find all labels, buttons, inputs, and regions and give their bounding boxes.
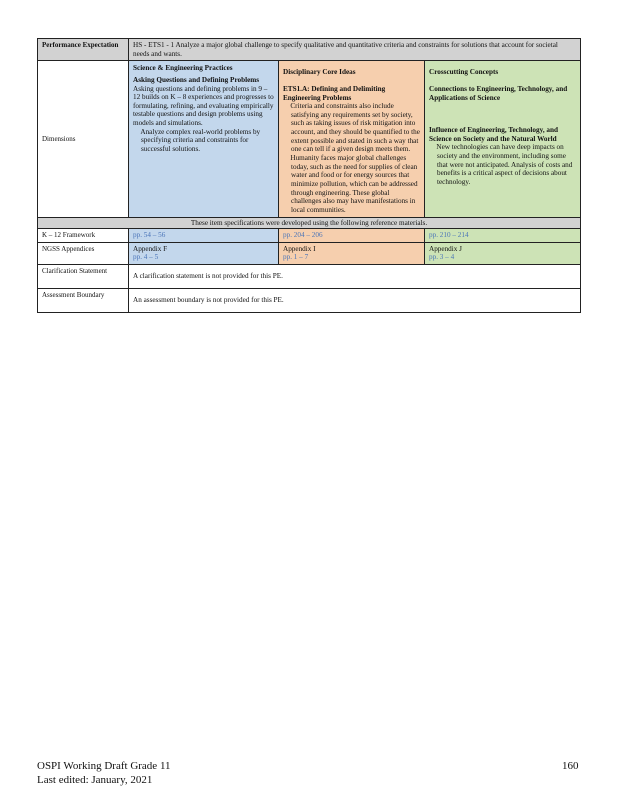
ccc-subheading-2: Influence of Engineering, Technology, and Science on Society and the Natural World — [429, 126, 558, 143]
ngss-sep-cell — [129, 242, 279, 264]
ngss-ccc-appendix: Appendix J — [429, 244, 462, 253]
ccc-subheading-1: Connections to Engineering, Technology, and Applications of Science — [429, 84, 568, 102]
dci-cell — [279, 61, 425, 217]
dimensions-row — [38, 61, 581, 217]
sep-cell — [129, 61, 279, 217]
sep-intro: Asking questions and defining problems in 9 – 12 builds on K – 8 experiences and progresses to formulating, refining, and evaluating empirically testable questions and design problems using models and simulations. — [133, 84, 274, 128]
ngss-ccc-cell — [425, 242, 581, 264]
sep-subheading: Asking Questions and Defining Problems — [133, 75, 260, 84]
dimensions-label: Dimensions — [38, 61, 129, 217]
page-number: 160 — [562, 760, 579, 772]
item-specification-table — [37, 38, 581, 313]
pe-row — [38, 39, 581, 61]
ccc-heading: Crosscutting Concepts — [429, 68, 499, 77]
k12-framework-row — [38, 229, 581, 243]
clarification-row — [38, 265, 581, 289]
k12-ccc-pages: pp. 210 – 214 — [425, 229, 581, 243]
dci-bullet-2: Humanity faces major global challenges today, such as the need for supplies of clean water and food or for energy sources that minimize pollution, which can be addressed through engineering. These global challenges also may have manifestations in local communities. — [283, 154, 418, 214]
k12-sep-pages: pp. 54 – 56 — [129, 229, 279, 243]
footer — [37, 760, 171, 787]
sep-heading: Science & Engineering Practices — [133, 64, 233, 73]
ccc-bullet: New technologies can have deep impacts on society and the environment, including some that were not anticipated. Analysis of costs and benefits is a critical aspect of decisions about technology. — [429, 143, 573, 187]
reference-note: These item specifications were developed using the following reference materials. — [38, 217, 581, 229]
k12-label: K – 12 Framework — [38, 229, 129, 243]
dci-heading: Disciplinary Core Ideas — [283, 68, 356, 77]
ngss-dci-pages: pp. 1 – 7 — [283, 253, 309, 262]
footer-last-edited: Last edited: January, 2021 — [37, 773, 153, 786]
ngss-dci-cell — [279, 242, 425, 264]
reference-note-row — [38, 217, 581, 229]
ngss-sep-pages: pp. 4 – 5 — [133, 253, 159, 262]
ngss-sep-appendix: Appendix F — [133, 244, 168, 253]
dci-bullet-1: Criteria and constraints also include satisfying any requirements set by society, such as taking issues of risk mitigation into account, and they should be quantified to the extent possible and stated in such a way that one can tell if a given design meets them. — [283, 102, 419, 154]
pe-label: Performance Expectation — [38, 39, 129, 61]
assessment-boundary-row — [38, 289, 581, 313]
assessment-label: Assessment Boundary — [38, 289, 129, 313]
k12-dci-pages: pp. 204 – 206 — [279, 229, 425, 243]
ngss-appendices-row — [38, 242, 581, 264]
pe-text: HS - ETS1 - 1 Analyze a major global challenge to specify qualitative and quantitative criteria and constraints for solutions that account for societal needs and wants. — [129, 39, 581, 61]
ngss-dci-appendix: Appendix I — [283, 244, 316, 253]
clarification-text: A clarification statement is not provided for this PE. — [129, 265, 581, 289]
dci-subheading: ETS1.A: Defining and Delimiting Engineering Problems — [283, 84, 386, 102]
footer-draft-label: OSPI Working Draft Grade 11 — [37, 760, 171, 772]
ngss-ccc-pages: pp. 3 – 4 — [429, 253, 455, 262]
ngss-label: NGSS Appendices — [38, 242, 129, 264]
ccc-cell — [425, 61, 581, 217]
assessment-text: An assessment boundary is not provided for this PE. — [129, 289, 581, 313]
clarification-label: Clarification Statement — [38, 265, 129, 289]
sep-bullet: Analyze complex real-world problems by specifying criteria and constraints for successful solutions. — [133, 127, 253, 154]
